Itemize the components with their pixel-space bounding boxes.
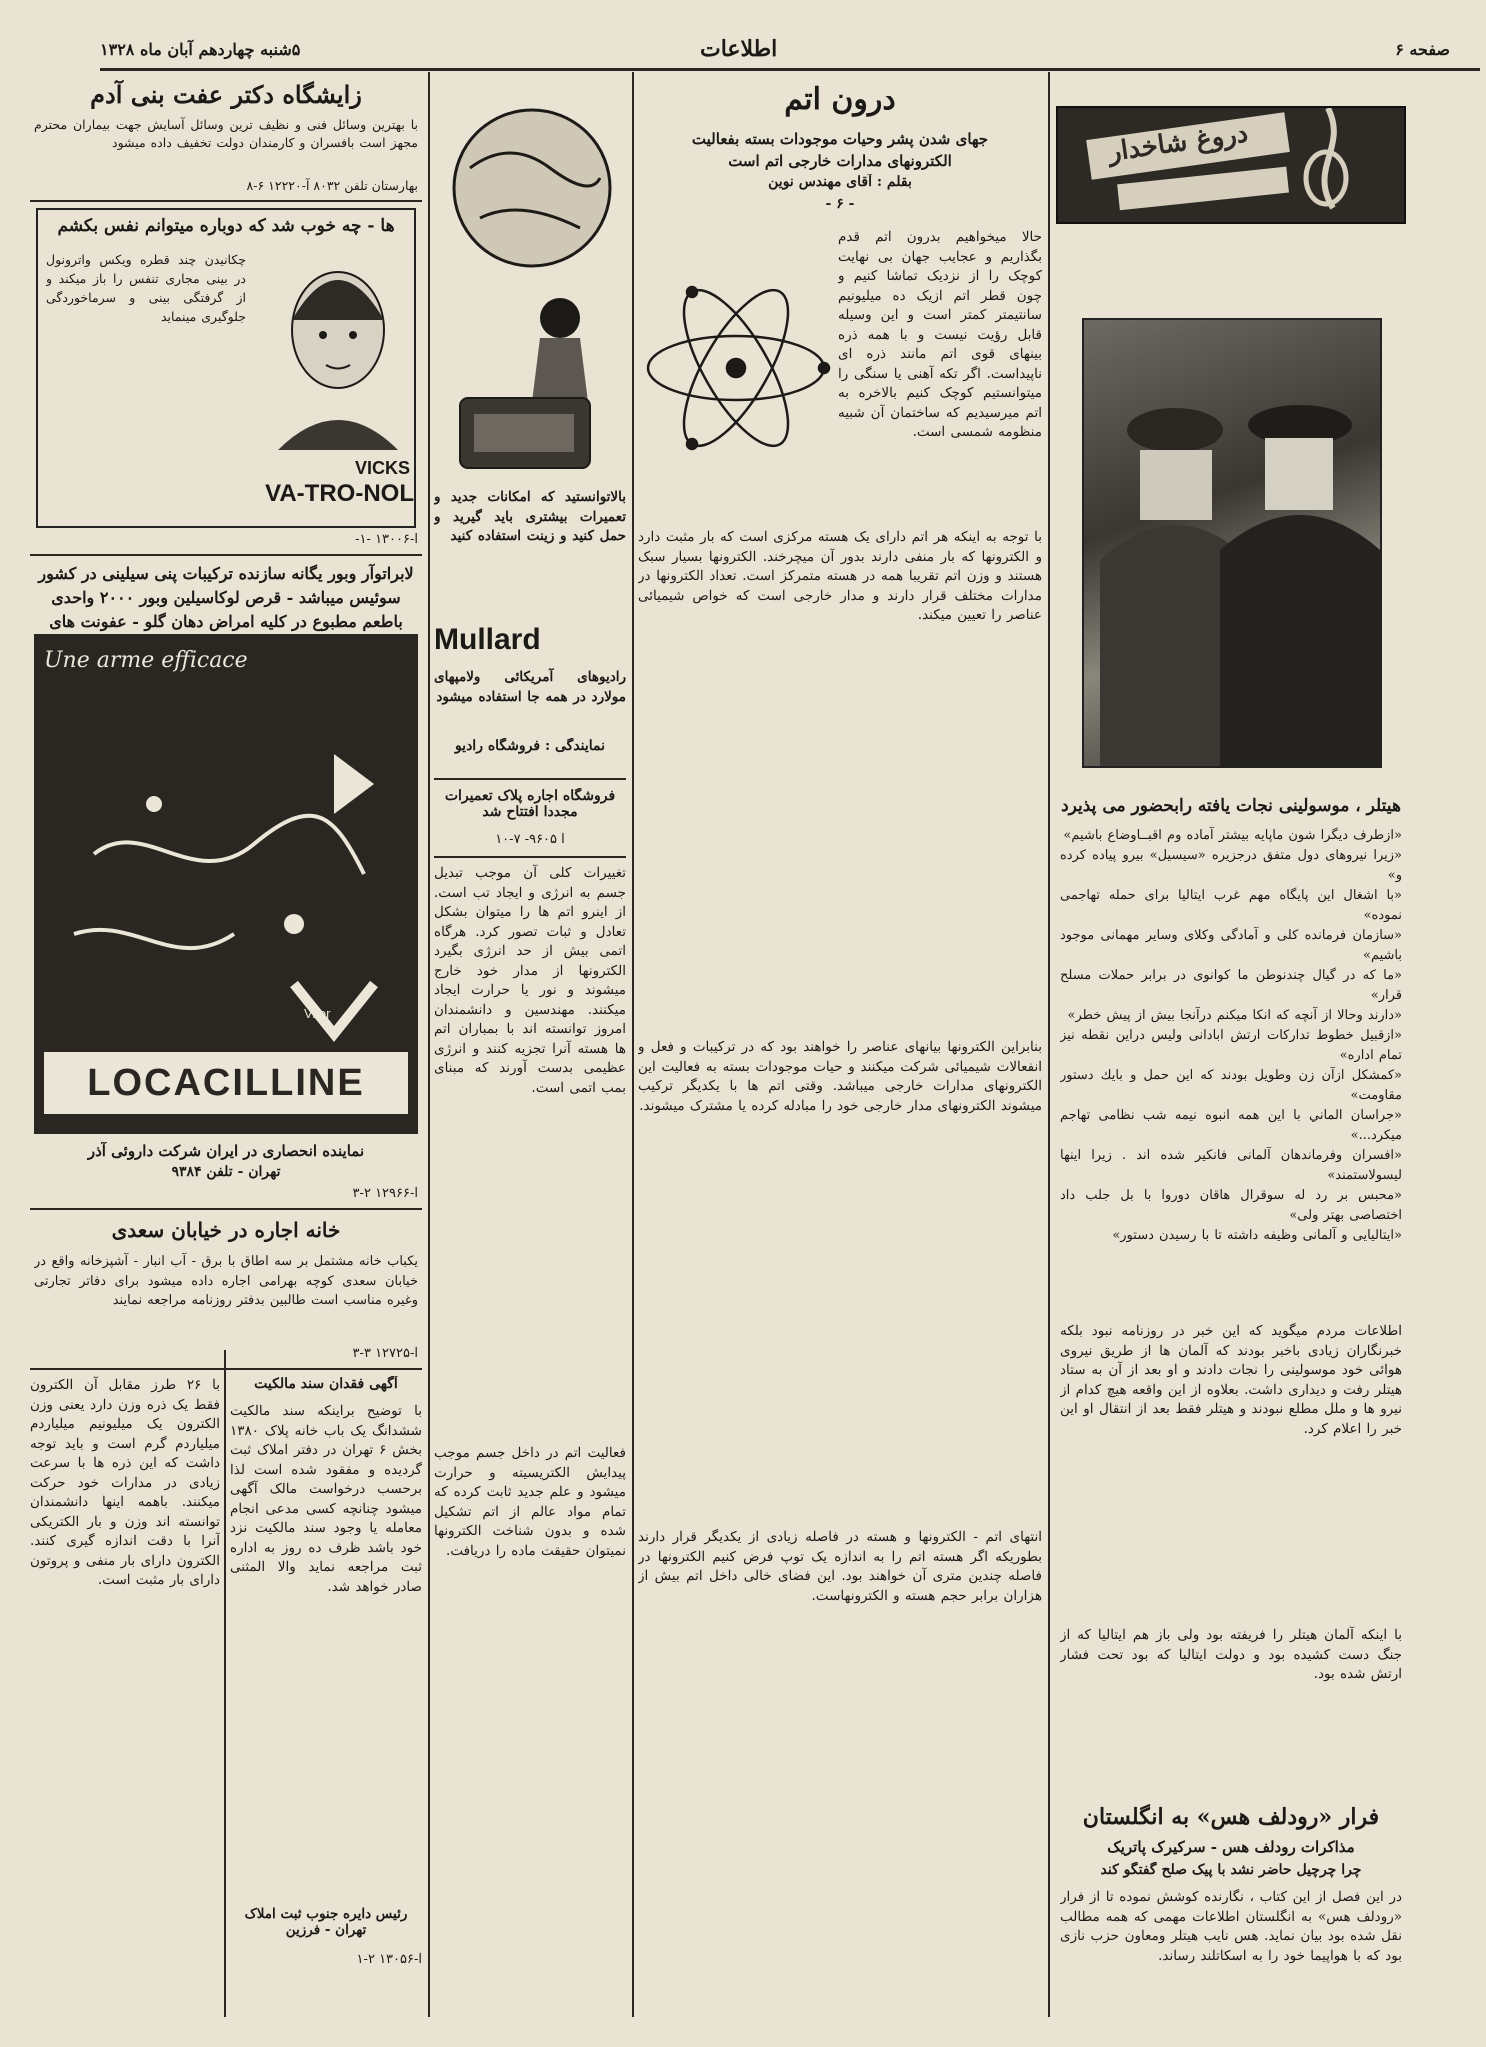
article-body-bottom: انتهای اتم - الکترونها و هسته در فاصله زیادی از یکدیگر قرار دارند بطوریکه اگر هسته اتم را به اندازه یک توپ فرض کنیم الکترونها در فاصله چندین متری آن خواهند بود. این فضای خالی داخل اتم بیش از هزاران برابر حجم هسته و الکترونهاست.: [638, 1529, 1042, 1604]
locacilline-brand: LOCACILLINE: [44, 1052, 408, 1114]
atom-icon: [638, 228, 834, 518]
col5-body: با ۲۶ طرز مقابل آن الکترون فقط یک ذره وزن دارد یعنی وزن الکترون یک میلیونیم میلیاردم میلیاردم گرم است و باید توجه داشت که این ذره ها با سرعت زیادی در مدارات خود حرکت میکنند. باهمه اینها دانشمندان توانسته اند وزن و بار الکتریکی آنرا با دقت اندازه گیری کنند. الکترون دارای بار منفی و پروتون دارای بار مثبت است.: [30, 1377, 220, 1588]
col3-body: تغییرات کلی آن موجب تبدیل جسم به انرژی و ایجاد تب است. از اینرو اتم ها را میتوان بشکل تعادل و ثبات تصور کرد. هرگاه اتمی بیش از حد انرژی بگیرد الکترونها از مدار خود خارج میشوند و نور یا حرارت ایجاد میکنند. مهندسین و دانشمندان امروز توانسته اند با بمباران اتم ها هسته آنرا تجزیه کنند و انرژی عظیمی بدست آورند که مبنای بمب اتمی است.: [434, 865, 626, 1096]
rent-text: یکباب خانه مشتمل بر سه اطاق با برق - آب انبار - آشپزخانه واقع در خیابان سعدی کوچه بهرامی اجاره داده میشود برای دفاتر تجارتی وغیره مناسب است طالبین بدفتر روزنامه مراجعه نمایند: [34, 1254, 418, 1308]
separator: [30, 1208, 422, 1210]
column-divider: [428, 72, 430, 2017]
notice-block: [230, 1376, 422, 2016]
globe-vacuum-icon: [440, 98, 624, 498]
article-author: بقلم : آقای مهندس نوین: [768, 174, 912, 190]
article-subtitle-2: الکترونهای مدارات خارجی اتم است: [728, 152, 952, 170]
sub-headline: فرار «رودلف هس» به انگلستان: [1082, 1804, 1380, 1830]
separator: [434, 856, 626, 858]
article-body-top: حالا میخواهیم بدرون اتم قدم بگذاریم و عجایب جهان بی نهایت کوچک را از نزدیک تماشا کنیم و چون قطر اتم ازیک ده میلیونیم سانتیمتر کمتر است و این وسیله قابل رؤیت نیست و با همه ذره بینهای قوی اتم مانند ذره ای ناپیداست. اگر تکه آهنی یا سنگی را میتوانستیم کوچک کنیم بالاخره به اتم میرسیدیم که ساختمان آن شبیه منظومه شمسی است.: [838, 229, 1042, 440]
article-body-low: بنابراین الکترونها بیانهای عناصر را خواهند بود که در ترکیبات و فعل و انفعالات شیمیائی شرکت میکنند و حیات موجودات بسته به فعالیت این الکترونهای مدارات خارجی میباشد. وقتی اتم ها با یکدیگر ترکیب میشوند الکترونهای مدار خارجی خود را مبادله کرده یا مشترک میشوند.: [638, 1039, 1042, 1114]
separator: [30, 1368, 422, 1370]
notice-code: آ-۱۳۰۵۶ ۲-۱: [356, 1952, 422, 1967]
article-end: با اینکه آلمان هیتلر را فریفته بود ولی باز هم ایتالیا که از جنگ دست کشیده بود و دولت ایتالیا که بود تحت فشار ارتش شده بود.: [1060, 1627, 1402, 1682]
locacilline-ad: [34, 634, 418, 1134]
header-rule: [100, 68, 1480, 71]
vicks-code: آ-۱۳۰۰۶ -۱-: [355, 532, 418, 547]
agency-text: نماینده انحصاری در ایران شرکت داروئی آذر: [87, 1142, 365, 1160]
separator: [434, 778, 626, 780]
shop-code: آ ۹۶۰۵- ۷-۱۰: [495, 832, 565, 847]
rent-title: خانه اجاره در خیابان سعدی: [111, 1218, 341, 1242]
atom-diagram: [638, 228, 834, 518]
mullard-agent: نمایندگی : فروشگاه رادیو: [454, 738, 606, 754]
article-title: درون اتم: [784, 82, 896, 117]
heading-image-text: دروغ شاخدار: [1106, 118, 1250, 168]
heading-image: [1056, 106, 1406, 224]
column-atom-article: [638, 78, 1042, 2018]
mullard-logo: Mullard: [434, 623, 541, 656]
article-body-mid: با توجه به اینکه هر اتم دارای یک هسته مرکزی است که بار مثبت دارد و الکترونها که بار منفی دارند بدور آن میچرخند. الکترونها بسیار سبک هستند و وزن اتم تقریبا همه در هسته متمرکز است. تعداد الکترونها در مدارات مختلف قرار دارند و مدار خارجی است که خواص شیمیائی عناصر را تعیین میکند.: [638, 529, 1042, 623]
mullard-ad-text: رادیوهای آمریکائی ولامپهای مولارد در همه جا استفاده میشود: [434, 669, 626, 705]
agency-city: تهران - تلفن ۹۳۸۴: [171, 1164, 281, 1180]
separator: [30, 200, 422, 202]
article-subtitle-1: جهای شدن پشر وحیات موجودات بسته بفعالیت: [691, 130, 989, 148]
sub-line: چرا چرچیل حاضر نشد با پیک صلح گفتگو کند: [1100, 1862, 1362, 1878]
vacuum-cleaner-illustration: [440, 98, 624, 498]
masthead: اطلاعات: [700, 36, 778, 62]
column-hitler-article: [1056, 78, 1406, 2018]
sub-subhead: مذاکرات رودلف هس - سرکیرک پاتریک: [1107, 1838, 1355, 1856]
page-number: صفحه ۶: [1395, 40, 1450, 59]
labo-text: لابراتوآر وبور یگانه سازنده ترکیبات پنی سیلینی در کشور سوئیس میباشد - قرص لوکاسیلین وبور ۲۰۰۰ واحدی باطعم مطبوع در کلیه امراض دهان گلو - عفونت های: [38, 564, 414, 631]
notice-title: آگهی فقدان سند مالکیت: [254, 1376, 398, 1392]
column-mullard-ads: [434, 78, 626, 2018]
separator: [30, 554, 422, 556]
col3-body2: فعالیت اتم در داخل جسم موجب پیدایش الکتریسیته و حرارت میشود و علم جدید ثابت کرده که تمام مواد عالم از اتم تشکیل شده و بدون شناخت الکترونها نمیتوان حقیقت ماده را دریافت.: [434, 1445, 626, 1559]
sub-body: در این فصل از این کتاب ، نگارنده کوشش نموده تا از فرار «رودلف هس» به انگلستان اطلاعات مهمی که همه مطالب نقل شده بود بیان نماید. هس نایب هیتلر ومعاون حزب نازی بود که با هواپیما خود را به اسکاتلند رساند.: [1060, 1889, 1402, 1964]
photo-figures-icon: [1082, 320, 1380, 768]
notice-text: با توضیح براینکه سند مالکیت ششدانگ یک باب خانه پلاک ۱۳۸۰ بخش ۶ تهران در دفتر املاک ثبت گردیده و مفقود شده است لذا برحسب درخواست مالک آگهی میشود چنانچه کسی مدعی انجام معامله یا وجود سند مالکیت نزد خود باشد ظرف ده روز به اداره ثبت مراجعه نماید والا المثنی صادر خواهد شد.: [230, 1403, 422, 1595]
clinic-title: زایشگاه دکتر عفت بنی آدم: [90, 80, 362, 109]
column-ads: [30, 78, 422, 2018]
photo-hitler-mussolini: [1082, 318, 1382, 768]
issue-date: ۵شنبه چهاردهم آبان ماه ۱۳۲۸: [100, 40, 301, 59]
vacuum-ad-text: بالاتوانستید که امکانات جدید و تعمیرات بیشتری باید گیرید و حمل کنید و زینت استفاده کنید: [434, 489, 626, 544]
column-divider: [632, 72, 634, 2017]
vicks-ad: [36, 208, 416, 528]
shop-notice: فروشگاه اجاره پلاک تعمیرات مجددا افتتاح شد: [444, 788, 616, 820]
article-mid: اطلاعات مردم میگوید که این خبر در روزنامه نبود بلکه خبرنگاران زیادی باخبر بودند که آلمان ها از طریق نیروی هوائی خود موسولینی را نجات دادند و او بعد از آن به ستاد هیتلر رفت و دیداری داشت. بعلاوه از این واقعه هیچ کدام از نیرو ها و ملل مطلع نبودند و هیتلر فقط بعد از انتقال او این خبر را اعلام کرد.: [1060, 1323, 1402, 1437]
rent-code: آ-۱۲۷۲۵ ۳-۳: [352, 1346, 418, 1361]
photo-caption: هیتلر ، موسولینی نجات یافته رابحضور می پذیرد: [1061, 796, 1401, 816]
locacilline-script: Une arme efficace: [44, 648, 248, 673]
clinic-address: بهارستان تلفن ۸۰۳۲ آ-۱۲۲۲۰ ۶-۸: [246, 178, 418, 193]
vatronol-brand: VA-TRO-NOL: [265, 480, 414, 507]
vicks-headline: ها - چه خوب شد که دوباره میتوانم نفس بکشم: [57, 216, 395, 236]
column-divider: [1048, 72, 1050, 2017]
locacilline-vifor: Vifor: [304, 1006, 331, 1021]
vicks-brand: VICKS: [354, 458, 410, 478]
article-number: - ۶ -: [825, 196, 855, 212]
notice-sign: رئیس دایره جنوب ثبت املاک تهران - فرزین: [244, 1906, 408, 1938]
vicks-text: چکانیدن چند قطره ویکس واترونول در بینی مجاری تنفس را باز میکند و از گرفتگی بینی و سرماخوردگی جلوگیری مینماید: [46, 252, 246, 324]
page-header: [100, 36, 1450, 66]
woman-portrait-icon: [268, 250, 408, 450]
agency-code: آ-۱۲۹۶۶ ۲-۳: [352, 1186, 418, 1201]
clinic-text: با بهترین وسائل فنی و نظیف ترین وسائل آسایش جهت بیماران محترم مجهز است بافسران و کارمندان دولت تخفیف داده میشود: [34, 117, 418, 150]
article-intro: «ازطرف دیگرا شون ماپایه بیشتر آماده وم اقبــاوضاع باشیم» «زیرا نیروهای دول متفق درجزیره «سیسیل» بیرو پیاده کرده و» «با اشغال این پایگاه مهم غرب ایتالیا برای حمله تهاجمی نموده» «سازمان فرمانده کلی و آمادگی وکلای وسایر مهمانی موجود باشیم» «ما که در گیال چندنوطن ما کوانوی در برابر حملات مسلح قرار» «دارند وحالا از آنچه که انکا میکنم درآنجا بیش از پیش خطر» «ازقبیل خطوط تداركات ارتش ابادانی ولیس دراين نقطه نيز تمام اداره» «كمشكل ازآن زن وطويل بودند كه اين حمل و بايك دستور مقاومت» «جراسان الماني با اين همه انبوه نيمه شب نظامى تهاجم ميكرد...» «افسران وفرماندهان آلمانی فانکیر شده اند . زیرا اینها لیسولاستمند» «محبس بر رد له سوقرال هاقان دوروا با بل جلب داد اختصاصی بهتر ولی» «ایتالیایی و آلمانی وظیفه داشته تا با رسیدن دستور»: [1060, 828, 1402, 1243]
